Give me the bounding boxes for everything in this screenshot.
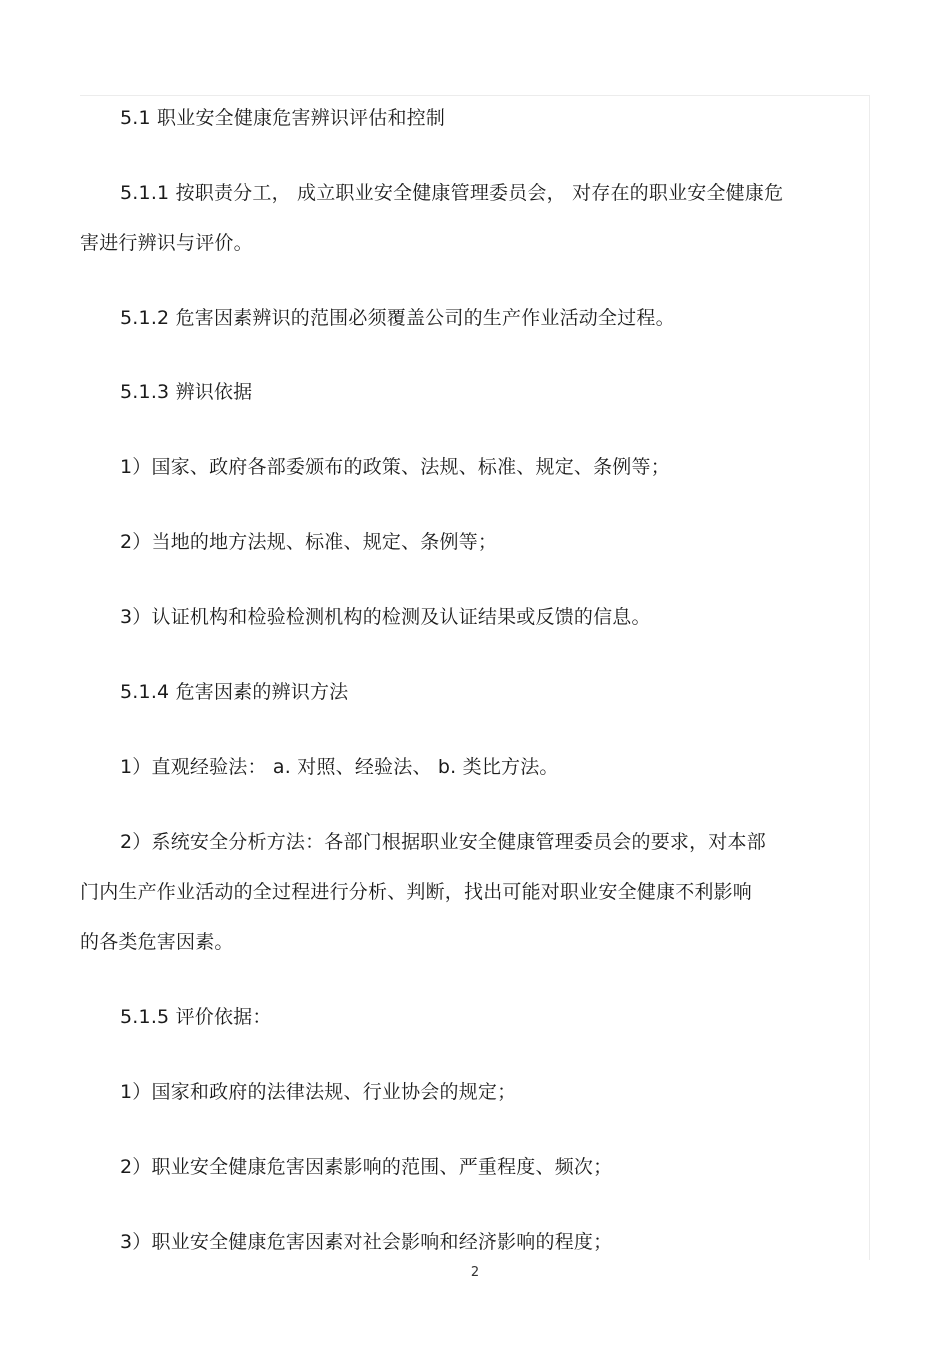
list-item: 1）国家和政府的法律法规、行业协会的规定； (120, 1081, 517, 1103)
list-item: 3）认证机构和检验检测机构的检测及认证结果或反馈的信息。 (120, 606, 651, 628)
list-item-line-3: 的各类危害因素。 (80, 931, 234, 953)
list-item: 1）直观经验法： a. 对照、经验法、 b. 类比方法。 (120, 756, 559, 778)
list-item: 3）职业安全健康危害因素对社会影响和经济影响的程度； (120, 1231, 613, 1253)
list-item: 2）当地的地方法规、标准、规定、条例等； (120, 531, 498, 553)
list-item-line-1: 2）系统安全分析方法：各部门根据职业安全健康管理委员会的要求，对本部 (120, 831, 766, 853)
page-number: 2 (470, 1265, 480, 1280)
list-item: 2）职业安全健康危害因素影响的范围、严重程度、频次； (120, 1156, 613, 1178)
clause-5-1-1-line-1: 5.1.1 按职责分工， 成立职业安全健康管理委员会， 对存在的职业安全健康危 (120, 182, 784, 204)
clause-5-1-4: 5.1.4 危害因素的辨识方法 (120, 681, 349, 703)
list-item: 1）国家、政府各部委颁布的政策、法规、标准、规定、条例等； (120, 456, 670, 478)
clause-5-1-2: 5.1.2 危害因素辨识的范围必须覆盖公司的生产作业活动全过程。 (120, 307, 675, 329)
section-title: 5.1 职业安全健康危害辨识评估和控制 (120, 107, 446, 129)
list-item-line-2: 门内生产作业活动的全过程进行分析、判断，找出可能对职业安全健康不利影响 (80, 881, 753, 903)
clause-5-1-3: 5.1.3 辨识依据 (120, 381, 253, 403)
clause-5-1-1-line-2: 害进行辨识与评价。 (80, 232, 253, 254)
clause-5-1-5: 5.1.5 评价依据： (120, 1006, 272, 1028)
